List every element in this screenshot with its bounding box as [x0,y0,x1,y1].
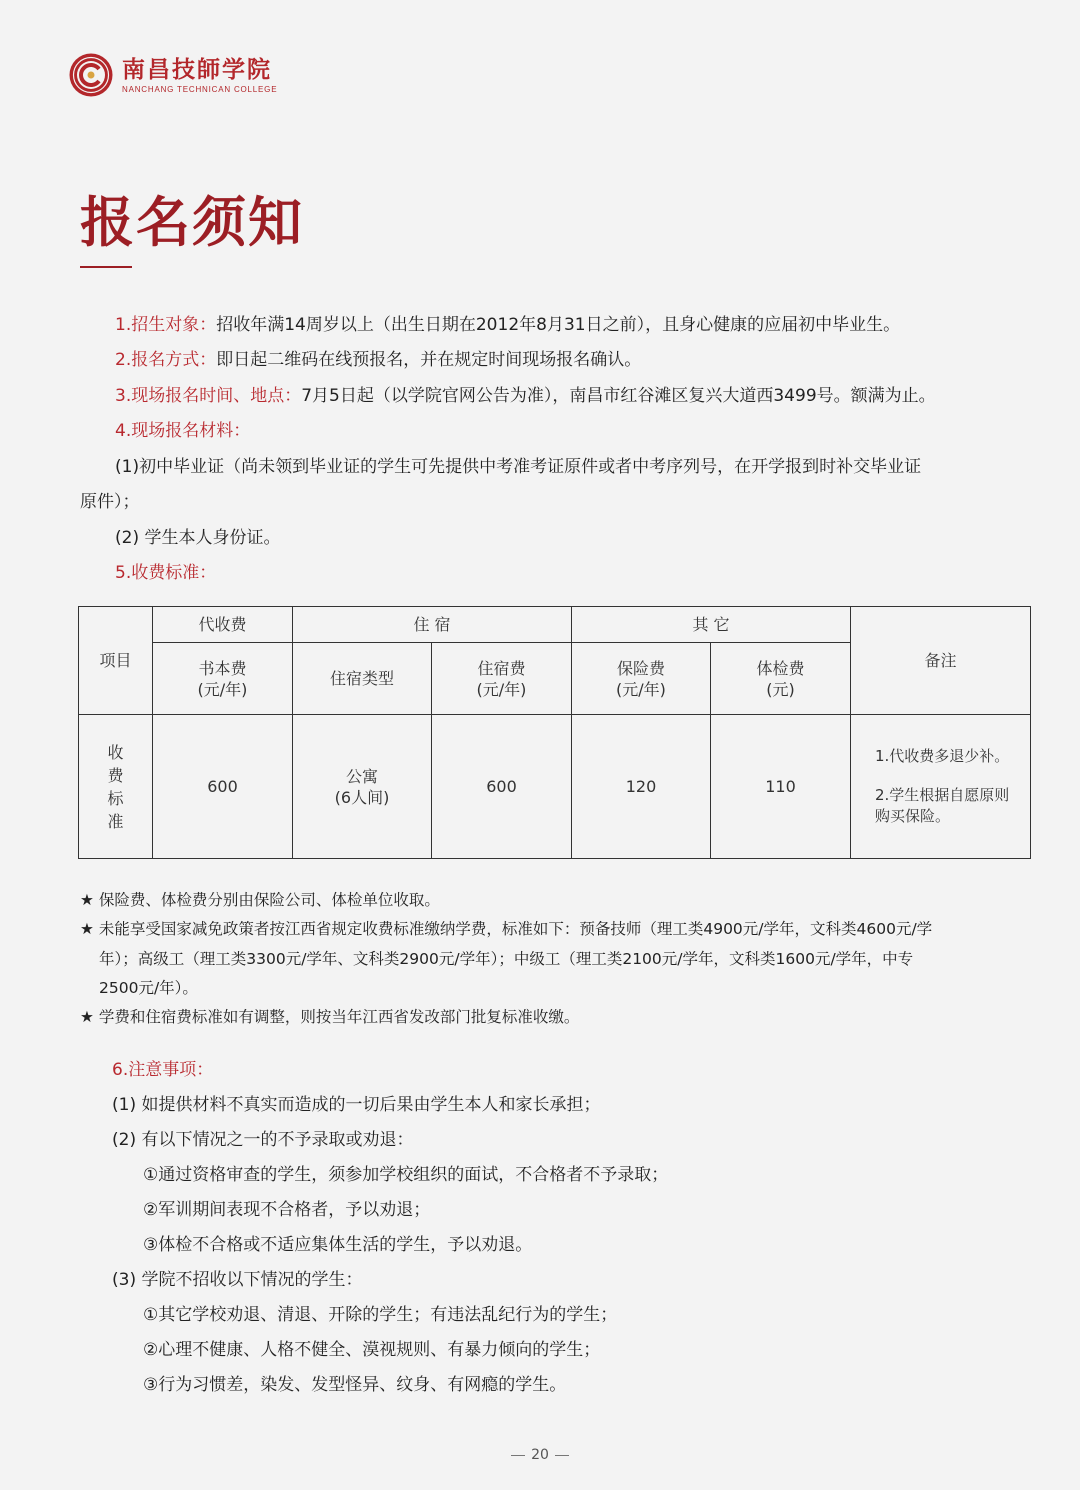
star-note-2-line2: 年）；高级工（理工类3300元/学年、文科类2900元/学年）；中级工（理工类2100元/学年，文科类1600元/学年，中专 [99,950,914,968]
item-1 [115,313,900,337]
item-4-material-2: (2) 学生本人身份证。 [115,528,281,548]
star-note-1-text: 保险费、体检费分别由保险公司、体检单位收取。 [98,891,440,909]
star-icon: ★ [80,1008,94,1026]
header-tijian-unit: (元) [766,679,795,699]
footer-dash-right [555,1455,569,1456]
footer-dash-left [511,1455,525,1456]
star-icon: ★ [80,891,94,909]
header-beizhu: 备注 [851,607,1031,715]
cell-baoxian: 120 [572,715,711,859]
notes-item-2: (2) 有以下情况之一的不予录取或劝退： [112,1130,414,1150]
fee-table [78,606,1031,859]
cell-zhusu-type [293,715,432,859]
header-zhusu: 住 宿 [293,607,572,643]
item-5-label: 5.收费标准： [115,563,217,583]
item-4-material-1-line1: (1)初中毕业证（尚未领到毕业证的学生可先提供中考准考证原件或者中考序列号，在开学报到时补交毕业证 [115,457,922,477]
item-2-label: 2.报名方式： [115,350,217,370]
notes-item-3c: ③行为习惯差，染发、发型怪异、纹身、有网瘾的学生。 [143,1375,567,1395]
cell-beizhu [851,715,1031,859]
cell-tijian: 110 [711,715,851,859]
header-shuben-label: 书本费 [198,658,247,678]
header-baoxian-label: 保险费 [616,658,665,678]
school-name-cn: 南昌技師学院 [122,55,272,83]
item-1-label: 1.招生对象： [115,315,217,335]
star-note-2-line3: 2500元/年）。 [99,979,198,997]
header-zhusu-fee-unit: (元/年) [476,679,527,699]
notes-item-2a: ①通过资格审查的学生，须参加学校组织的面试，不合格者不予录取； [143,1165,669,1185]
header-qita: 其 它 [572,607,851,643]
cell-shuben: 600 [153,715,293,859]
notes-label: 6.注意事项： [112,1060,214,1080]
header-baoxian [572,643,711,715]
item-1-text: 招收年满14周岁以上（出生日期在2012年8月31日之前），且身心健康的应届初中毕业生。 [216,315,901,335]
header-daishou: 代收费 [153,607,293,643]
item-2-text: 即日起二维码在线预报名，并在规定时间现场报名确认。 [216,350,642,370]
note-1: 1.代收费多退少补。 [875,747,1010,765]
item-3-text: 7月5日起（以学院官网公告为准），南昌市红谷滩区复兴大道西3499号。额满为止。 [301,386,936,406]
cell-zhusu-type-name: 公寓 [345,766,378,786]
item-2 [115,348,641,372]
notes-item-3: (3) 学院不招收以下情况的学生： [112,1270,363,1290]
item-3 [115,384,936,408]
header-zhusu-fee [432,643,572,715]
school-name-en: NANCHANG TECHNICAN COLLEGE [122,84,278,94]
item-4-material-1-line2: 原件）； [80,492,140,512]
notes-item-3a: ①其它学校劝退、清退、开除的学生；有违法乱纪行为的学生； [143,1305,618,1325]
notes-item-2b: ②军训期间表现不合格者，予以劝退； [143,1200,431,1220]
school-logo [68,52,277,98]
header-zhusu-type: 住宿类型 [293,643,432,715]
header-tijian [711,643,851,715]
page-title: 报名须知 [80,190,304,254]
star-note-1 [80,889,440,911]
star-note-2 [80,918,932,940]
star-note-2-line1: 未能享受国家减免政策者按江西省规定收费标准缴纳学费，标准如下：预备技师（理工类4900元/学年，文科类4600元/学 [98,920,933,938]
title-underline [80,266,132,268]
notes-item-3b: ②心理不健康、人格不健全、漠视规则、有暴力倾向的学生； [143,1340,601,1360]
header-baoxian-unit: (元/年) [616,679,666,699]
cell-zhusu-fee: 600 [432,715,572,859]
star-note-3-text: 学费和住宿费标准如有调整，则按当年江西省发改部门批复标准收缴。 [98,1008,580,1026]
notes-item-1: (1) 如提供材料不真实而造成的一切后果由学生本人和家长承担； [112,1095,601,1115]
row-label-cell [79,715,153,859]
notes-item-2c: ③体检不合格或不适应集体生活的学生，予以劝退。 [143,1235,533,1255]
header-zhusu-fee-label: 住宿费 [477,658,526,678]
page-number: 20 [531,1447,549,1463]
page-footer [0,1447,1080,1463]
header-tijian-label: 体检费 [756,658,805,678]
note-2: 2.学生根据自愿原则购买保险。 [875,786,1010,825]
header-shuben [153,643,293,715]
school-emblem-icon [68,52,114,98]
cell-zhusu-type-size: (6人间) [334,787,390,807]
header-shuben-unit: (元/年) [197,679,248,699]
star-icon: ★ [80,920,94,938]
item-3-label: 3.现场报名时间、地点： [115,386,302,406]
star-note-3 [80,1006,579,1028]
row-label: 收费标准 [107,742,124,831]
item-4-label: 4.现场报名材料： [115,421,251,441]
header-item: 项目 [79,607,153,715]
